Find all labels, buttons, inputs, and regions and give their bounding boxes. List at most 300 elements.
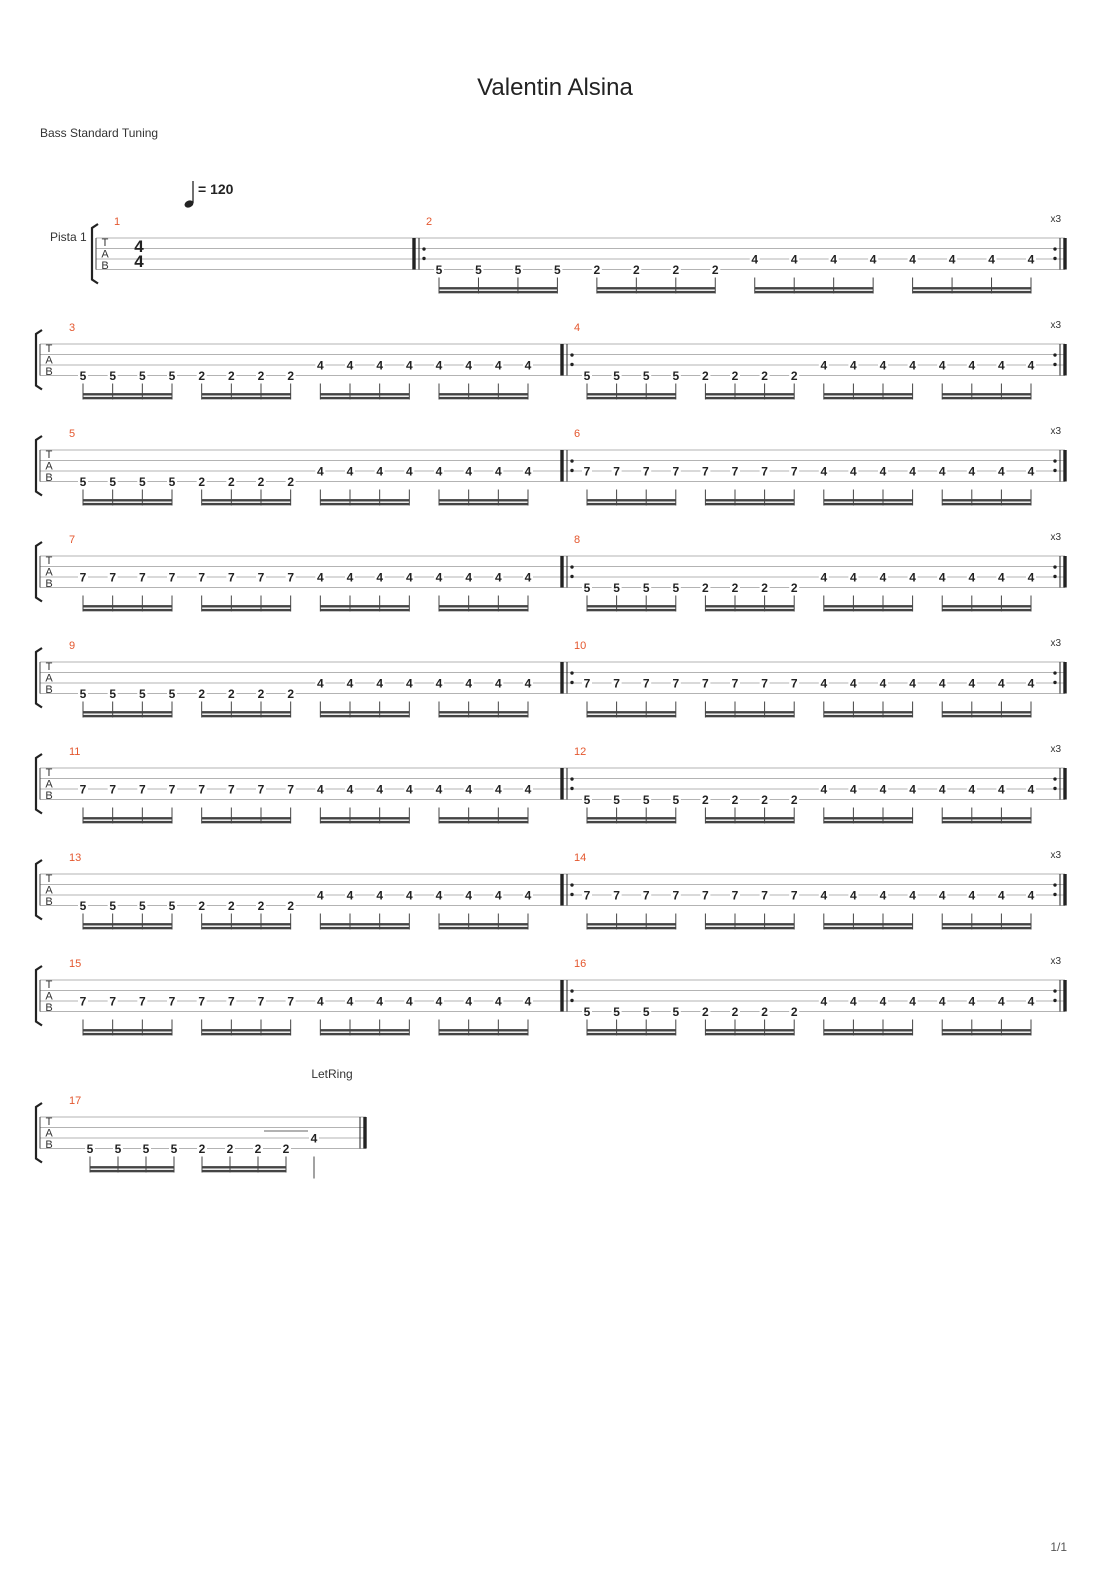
fret-number: 7 [761, 676, 768, 691]
beam-primary [83, 397, 172, 399]
tab-clef-letter: B [45, 472, 53, 484]
beam-primary [587, 397, 676, 399]
fret-number: 2 [282, 1141, 290, 1156]
fret-number: 2 [198, 1141, 206, 1156]
fret-number: 4 [376, 358, 384, 373]
fret-number: 4 [346, 888, 354, 903]
beam-primary [202, 927, 291, 929]
fret-number: 4 [1027, 358, 1035, 373]
fret-number: 4 [494, 888, 502, 903]
repeat-dot [570, 469, 573, 472]
fret-number: 4 [790, 252, 798, 267]
measure-number: 13 [69, 852, 82, 864]
fret-number: 4 [465, 782, 473, 797]
measure-13 [69, 852, 533, 930]
fret-number: 4 [968, 358, 976, 373]
fret-number: 4 [909, 358, 916, 373]
fret-number: 7 [257, 570, 265, 585]
fret-number: 4 [850, 994, 857, 1009]
beam-primary [439, 397, 528, 399]
fret-number: 4 [909, 570, 916, 585]
repeat-dot [1053, 575, 1056, 578]
beam-secondary [824, 1029, 913, 1031]
fret-number: 4 [1027, 464, 1035, 479]
beam-primary [705, 397, 794, 399]
measure-number: 8 [574, 534, 581, 546]
fret-number: 4 [494, 676, 502, 691]
repeat-count: x3 [1050, 214, 1061, 225]
fret-number: 5 [168, 474, 176, 489]
fret-number: 4 [435, 570, 443, 585]
beam-secondary [587, 499, 676, 501]
tab-system [36, 532, 1065, 612]
fret-number: 2 [632, 262, 640, 277]
fret-number: 7 [613, 464, 620, 479]
measure-5 [69, 428, 533, 506]
fret-number: 4 [465, 464, 473, 479]
tab-clef-letter: T [101, 237, 109, 249]
repeat-dot [1053, 353, 1056, 356]
fret-number: 4 [310, 1131, 318, 1146]
fret-number: 5 [138, 898, 146, 913]
repeat-dot [570, 565, 573, 568]
measure-3 [69, 322, 533, 400]
fret-number: 4 [938, 888, 946, 903]
repeat-count: x3 [1050, 744, 1061, 755]
fret-number: 4 [494, 358, 502, 373]
fret-number: 7 [702, 676, 709, 691]
fret-number: 2 [257, 898, 265, 913]
tab-clef-letter: T [45, 343, 53, 355]
beam-secondary [942, 393, 1031, 395]
fret-number: 4 [316, 570, 324, 585]
repeat-dot [1053, 459, 1056, 462]
fret-number: 4 [405, 782, 413, 797]
fret-number: 5 [109, 686, 117, 701]
fret-number: 5 [642, 368, 650, 383]
fret-number: 4 [820, 782, 828, 797]
beam-primary [439, 715, 528, 717]
beam-secondary [90, 1166, 174, 1168]
beam-secondary [439, 605, 528, 607]
fret-number: 5 [583, 368, 591, 383]
fret-number: 7 [583, 888, 591, 903]
tab-clef-letter: A [45, 672, 53, 685]
fret-number: 4 [909, 994, 916, 1009]
fret-number: 7 [227, 782, 235, 797]
fret-number: 7 [731, 464, 739, 479]
fret-number: 2 [702, 368, 709, 383]
beam-primary [705, 609, 794, 611]
repeat-dot [570, 999, 573, 1002]
fret-number: 5 [672, 792, 680, 807]
fret-number: 5 [170, 1141, 178, 1156]
fret-number: 7 [198, 782, 206, 797]
repeat-dot [1053, 469, 1056, 472]
fret-number: 2 [257, 474, 265, 489]
fret-number: 2 [198, 368, 206, 383]
fret-number: 7 [761, 464, 768, 479]
beam-primary [202, 503, 291, 505]
fret-number: 2 [790, 580, 798, 595]
fret-number: 4 [435, 782, 443, 797]
fret-number: 2 [731, 1004, 739, 1019]
fret-number: 2 [287, 898, 295, 913]
tab-systems [36, 214, 1065, 1179]
repeat-dot [570, 353, 573, 356]
fret-number: 7 [287, 782, 295, 797]
beam-secondary [705, 605, 794, 607]
measure-15 [69, 958, 533, 1036]
fret-number: 5 [168, 368, 176, 383]
fret-number: 4 [850, 358, 857, 373]
beam-primary [913, 291, 1031, 293]
fret-number: 4 [524, 464, 532, 479]
measure-number: 16 [574, 958, 587, 970]
fret-number: 7 [227, 994, 235, 1009]
tab-clef-letter: T [45, 767, 53, 779]
beam-secondary [320, 393, 409, 395]
beam-primary [824, 609, 913, 611]
fret-number: 7 [731, 888, 739, 903]
tab-clef-letter: T [45, 661, 53, 673]
beam-secondary [597, 287, 715, 289]
let-ring-label: LetRing [311, 1067, 353, 1081]
fret-number: 4 [909, 782, 916, 797]
fret-number: 7 [731, 676, 739, 691]
fret-number: 2 [790, 368, 798, 383]
fret-number: 5 [672, 1004, 680, 1019]
fret-number: 4 [376, 676, 384, 691]
fret-number: 4 [879, 676, 887, 691]
fret-number: 2 [287, 686, 295, 701]
fret-number: 4 [346, 570, 354, 585]
fret-number: 2 [731, 368, 739, 383]
fret-number: 5 [168, 686, 176, 701]
beam-secondary [587, 817, 676, 819]
beam-secondary [320, 1029, 409, 1031]
fret-number: 4 [850, 464, 857, 479]
beam-secondary [824, 393, 913, 395]
fret-number: 5 [642, 1004, 650, 1019]
fret-number: 4 [879, 888, 887, 903]
quarter-note-icon [183, 181, 194, 209]
fret-number: 2 [593, 262, 601, 277]
repeat-dot [570, 363, 573, 366]
beam-secondary [824, 605, 913, 607]
fret-number: 4 [1027, 570, 1035, 585]
tab-clef-letter: A [45, 460, 53, 473]
fret-number: 5 [109, 474, 117, 489]
tab-clef-letter: B [45, 366, 53, 378]
fret-number: 4 [435, 676, 443, 691]
repeat-count: x3 [1050, 638, 1061, 649]
fret-number: 2 [702, 580, 709, 595]
fret-number: 7 [790, 676, 798, 691]
fret-number: 7 [672, 676, 680, 691]
fret-number: 5 [86, 1141, 94, 1156]
tab-clef-letter: A [45, 990, 53, 1003]
beam-primary [202, 397, 291, 399]
fret-number: 4 [998, 464, 1005, 479]
fret-number: 4 [1027, 888, 1035, 903]
beam-secondary [83, 499, 172, 501]
beam-primary [942, 821, 1031, 823]
tab-system [36, 956, 1065, 1036]
fret-number: 5 [613, 580, 620, 595]
fret-number: 4 [879, 464, 887, 479]
fret-number: 4 [465, 358, 473, 373]
fret-number: 5 [613, 1004, 620, 1019]
fret-number: 4 [316, 676, 324, 691]
fret-number: 2 [731, 580, 739, 595]
fret-number: 4 [524, 994, 532, 1009]
repeat-dot [570, 459, 573, 462]
fret-number: 2 [672, 262, 680, 277]
fret-number: 2 [287, 368, 295, 383]
beam-secondary [824, 817, 913, 819]
system-bracket [36, 1103, 42, 1163]
tab-clef-letter: T [45, 555, 53, 567]
fret-number: 7 [109, 994, 117, 1009]
measure-number: 7 [69, 534, 76, 546]
tab-clef-letter: B [45, 684, 53, 696]
beam-primary [705, 821, 794, 823]
fret-number: 7 [138, 994, 146, 1009]
beam-primary [587, 503, 676, 505]
tab-clef-letter: A [101, 248, 109, 261]
repeat-dot [570, 893, 573, 896]
beam-secondary [705, 499, 794, 501]
fret-number: 7 [790, 888, 798, 903]
fret-number: 4 [938, 358, 946, 373]
fret-number: 5 [138, 686, 146, 701]
measure-number: 12 [574, 746, 587, 758]
fret-number: 4 [494, 994, 502, 1009]
fret-number: 4 [850, 888, 857, 903]
repeat-dot [1053, 257, 1056, 260]
fret-number: 7 [613, 888, 620, 903]
repeat-dot [570, 777, 573, 780]
repeat-count: x3 [1050, 956, 1061, 967]
fret-number: 7 [642, 888, 650, 903]
fret-number: 4 [405, 358, 413, 373]
tempo-marking [183, 181, 233, 209]
fret-number: 4 [465, 888, 473, 903]
fret-number: 4 [968, 782, 976, 797]
beam-primary [439, 291, 557, 293]
beam-secondary [439, 393, 528, 395]
beam-secondary [942, 1029, 1031, 1031]
fret-number: 5 [138, 368, 146, 383]
fret-number: 4 [524, 782, 532, 797]
fret-number: 2 [702, 1004, 709, 1019]
tab-clef-letter: T [45, 873, 53, 885]
beam-primary [83, 1033, 172, 1035]
fret-number: 5 [475, 262, 482, 277]
fret-number: 2 [790, 792, 798, 807]
beam-secondary [202, 817, 291, 819]
measure-number: 15 [69, 958, 82, 970]
fret-number: 4 [376, 570, 384, 585]
fret-number: 7 [168, 994, 176, 1009]
beam-secondary [320, 605, 409, 607]
score-title: Valentin Alsina [477, 74, 633, 101]
fret-number: 4 [998, 676, 1005, 691]
beam-primary [320, 503, 409, 505]
measure-11 [69, 746, 533, 824]
fret-number: 7 [583, 676, 591, 691]
repeat-dot [1053, 883, 1056, 886]
repeat-dot [1053, 999, 1056, 1002]
beam-secondary [439, 711, 528, 713]
fret-number: 4 [998, 994, 1005, 1009]
tab-system [36, 850, 1065, 930]
beam-primary [320, 609, 409, 611]
beam-primary [942, 1033, 1031, 1035]
fret-number: 4 [998, 358, 1005, 373]
tab-clef-letter: B [101, 260, 109, 272]
beam-secondary [705, 1029, 794, 1031]
beam-secondary [755, 287, 873, 289]
tab-clef-letter: A [45, 884, 53, 897]
fret-number: 5 [642, 792, 650, 807]
beam-secondary [824, 711, 913, 713]
beam-primary [824, 715, 913, 717]
fret-number: 4 [820, 888, 828, 903]
repeat-dot [570, 671, 573, 674]
fret-number: 4 [909, 464, 916, 479]
fret-number: 7 [287, 994, 295, 1009]
repeat-dot [422, 247, 425, 250]
fret-number: 2 [227, 368, 235, 383]
beam-secondary [942, 817, 1031, 819]
beam-secondary [83, 923, 172, 925]
beam-secondary [83, 817, 172, 819]
beam-secondary [83, 1029, 172, 1031]
repeat-count: x3 [1050, 850, 1061, 861]
fret-number: 7 [672, 464, 680, 479]
fret-number: 2 [198, 686, 206, 701]
fret-number: 4 [751, 252, 759, 267]
fret-number: 7 [79, 570, 87, 585]
beam-secondary [439, 499, 528, 501]
measure-number: 11 [69, 746, 81, 758]
fret-number: 5 [79, 898, 87, 913]
repeat-dot [1053, 777, 1056, 780]
beam-secondary [942, 499, 1031, 501]
tab-system [92, 214, 1065, 294]
fret-number: 4 [1027, 676, 1035, 691]
time-signature-bottom: 4 [134, 252, 144, 271]
fret-number: 2 [227, 474, 235, 489]
beam-primary [824, 821, 913, 823]
beam-primary [705, 503, 794, 505]
fret-number: 7 [702, 888, 709, 903]
fret-number: 4 [879, 782, 887, 797]
fret-number: 4 [435, 464, 443, 479]
fret-number: 5 [79, 474, 87, 489]
tuning-label: Bass Standard Tuning [40, 126, 159, 140]
fret-number: 5 [114, 1141, 122, 1156]
repeat-dot [1053, 893, 1056, 896]
fret-number: 7 [227, 570, 235, 585]
fret-number: 2 [731, 792, 739, 807]
beam-primary [705, 927, 794, 929]
beam-primary [824, 397, 913, 399]
fret-number: 7 [642, 464, 650, 479]
tab-clef-letter: B [45, 896, 53, 908]
beam-secondary [824, 499, 913, 501]
fret-number: 7 [168, 782, 176, 797]
beam-secondary [202, 711, 291, 713]
repeat-dot [1053, 787, 1056, 790]
fret-number: 7 [583, 464, 591, 479]
fret-number: 4 [524, 888, 532, 903]
fret-number: 5 [672, 580, 680, 595]
system-bracket [36, 754, 42, 814]
fret-number: 4 [346, 782, 354, 797]
fret-number: 4 [346, 676, 354, 691]
fret-number: 4 [524, 570, 532, 585]
measure-number: 14 [574, 852, 587, 864]
page-number: 1/1 [1050, 1540, 1067, 1554]
tab-clef-letter: B [45, 1002, 53, 1014]
beam-secondary [705, 393, 794, 395]
fret-number: 7 [138, 782, 146, 797]
beam-primary [83, 715, 172, 717]
beam-primary [439, 821, 528, 823]
repeat-dot [1053, 681, 1056, 684]
fret-number: 7 [613, 676, 620, 691]
beam-primary [705, 1033, 794, 1035]
measure-10 [562, 638, 1065, 718]
beam-primary [83, 821, 172, 823]
repeat-count: x3 [1050, 532, 1061, 543]
tab-clef-letter: T [45, 1116, 53, 1128]
beam-primary [587, 1033, 676, 1035]
fret-number: 7 [287, 570, 295, 585]
beam-primary [202, 609, 291, 611]
fret-number: 4 [820, 464, 828, 479]
fret-number: 4 [405, 570, 413, 585]
measure-4 [562, 320, 1065, 400]
fret-number: 2 [702, 792, 709, 807]
fret-number: 4 [316, 782, 324, 797]
fret-number: 4 [465, 676, 473, 691]
beam-secondary [83, 393, 172, 395]
beam-primary [942, 397, 1031, 399]
repeat-dot [1053, 671, 1056, 674]
fret-number: 4 [1027, 994, 1035, 1009]
beam-primary [202, 821, 291, 823]
measure-16 [562, 956, 1065, 1036]
fret-number: 4 [316, 464, 324, 479]
measure-12 [562, 744, 1065, 824]
fret-number: 2 [226, 1141, 234, 1156]
fret-number: 4 [820, 676, 828, 691]
tab-system [36, 426, 1065, 506]
fret-number: 4 [820, 358, 828, 373]
fret-number: 2 [227, 686, 235, 701]
system-bracket [36, 860, 42, 920]
beam-secondary [202, 605, 291, 607]
fret-number: 5 [672, 368, 680, 383]
tab-clef-letter: A [45, 1127, 53, 1140]
repeat-count: x3 [1050, 426, 1061, 437]
tab-note [309, 1131, 319, 1178]
fret-number: 5 [514, 262, 522, 277]
